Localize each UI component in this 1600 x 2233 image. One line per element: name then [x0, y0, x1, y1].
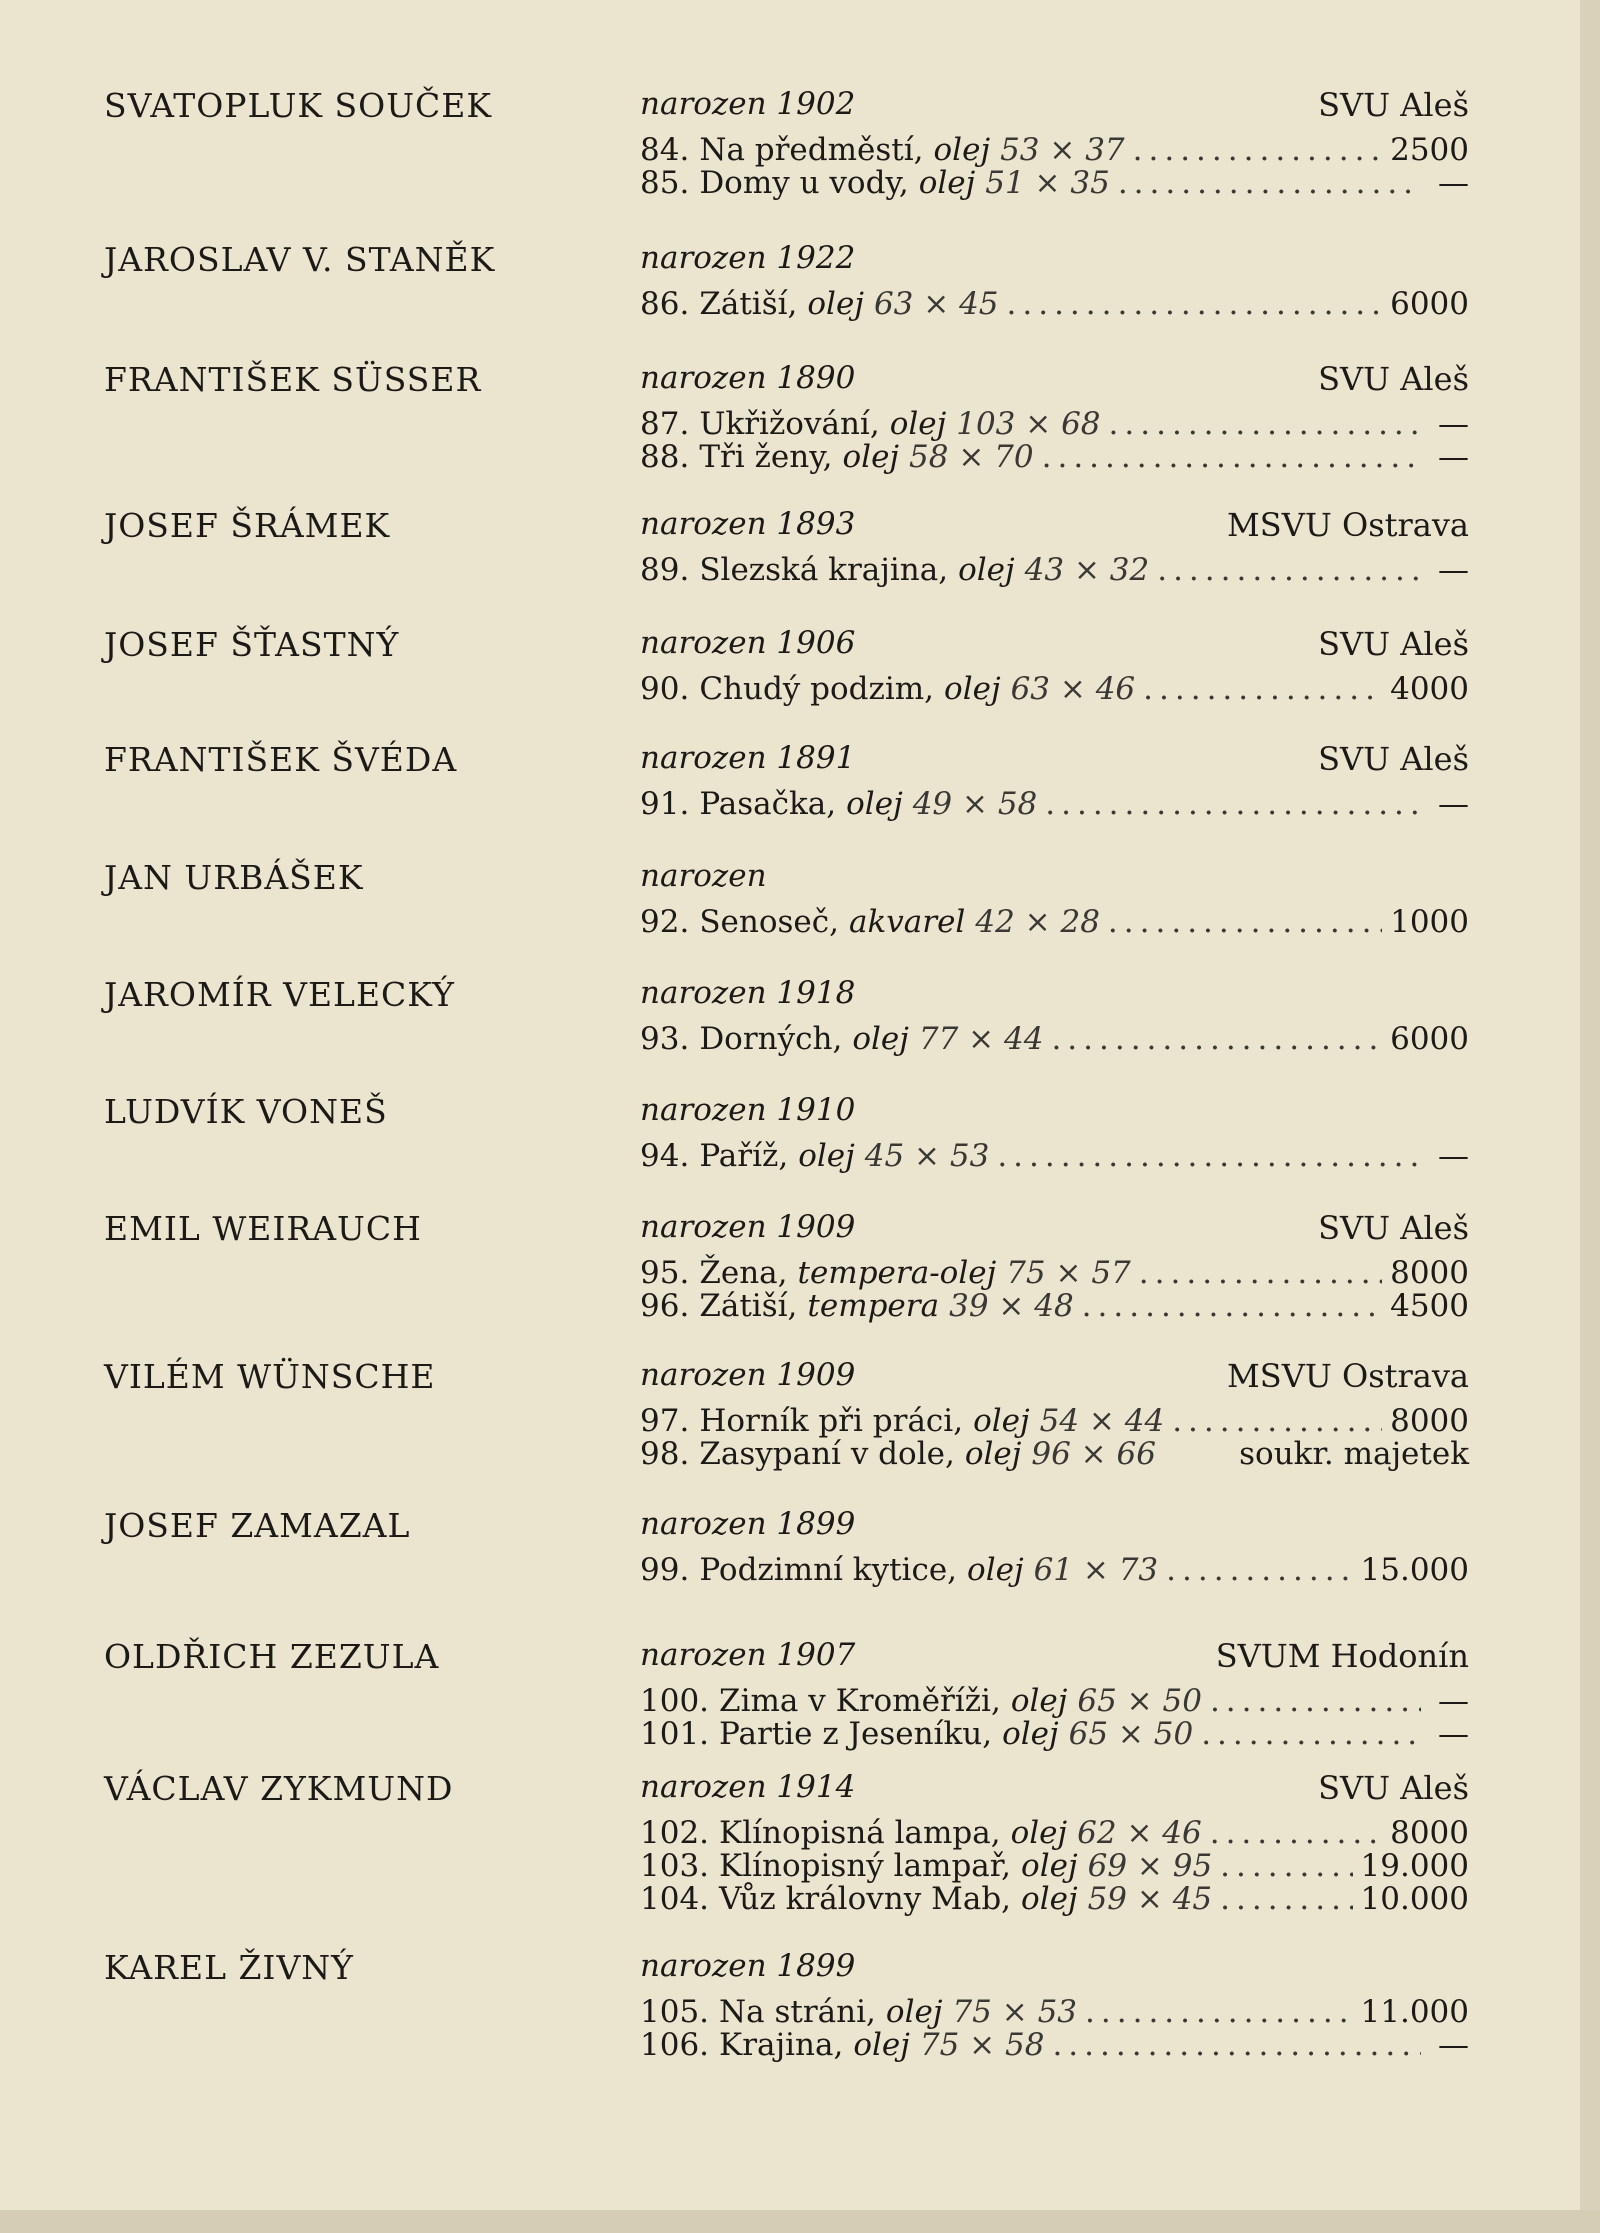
artwork-dimensions: 96 × 66	[1031, 1436, 1156, 1472]
artist-name: FRANTIŠEK ŠVÉDA	[104, 740, 458, 779]
artwork-dimensions: 53 × 37	[1000, 132, 1125, 168]
birth-year: narozen 1907	[640, 1637, 856, 1673]
artwork-title: Klínopisná lampa,	[719, 1815, 1001, 1851]
artist-name: EMIL WEIRAUCH	[104, 1209, 422, 1248]
dot-leader	[1109, 406, 1421, 442]
birth-year: narozen 1893	[640, 506, 856, 542]
artwork-row	[640, 2027, 1469, 2063]
artwork-dimensions: 61 × 73	[1033, 1552, 1159, 1588]
artwork-row	[640, 165, 1469, 201]
artist-name: JAROMÍR VELECKÝ	[104, 975, 455, 1014]
artwork-price: 4000	[1390, 671, 1469, 707]
birth-year: narozen 1909	[640, 1357, 856, 1393]
artwork-medium: olej	[853, 2027, 910, 2063]
artist-name: JOSEF ZAMAZAL	[104, 1506, 411, 1545]
dot-leader	[997, 1138, 1421, 1174]
artwork-number: 106.	[640, 2027, 710, 2063]
dot-leader	[1042, 439, 1421, 475]
artwork-medium: olej	[846, 786, 903, 822]
artwork-row	[640, 1815, 1469, 1851]
artwork-price: 8000	[1390, 1815, 1469, 1851]
artwork-title: Na stráni,	[719, 1994, 876, 2030]
artwork-number: 88.	[640, 439, 690, 475]
artwork-title: Ukřižování,	[699, 406, 880, 442]
artwork-number: 94.	[640, 1138, 690, 1174]
artist-name: JAROSLAV V. STANĚK	[104, 240, 496, 279]
artwork-title: Slezská krajina,	[699, 552, 949, 588]
page-edge	[1580, 0, 1600, 2233]
artwork-number: 101.	[640, 1716, 710, 1752]
artwork-title: Na předměstí,	[699, 132, 924, 168]
birth-year: narozen 1909	[640, 1209, 856, 1245]
dot-leader	[1220, 1848, 1352, 1884]
artwork-row	[640, 1436, 1469, 1472]
artwork-medium: olej	[967, 1552, 1024, 1588]
artwork-price: —	[1438, 439, 1469, 475]
artwork-price: —	[1438, 786, 1469, 822]
artwork-row	[640, 671, 1469, 707]
dot-leader	[1108, 904, 1382, 940]
owner-institution: MSVU Ostrava	[1227, 1357, 1469, 1395]
artwork-price: 4500	[1390, 1288, 1469, 1324]
artwork-title: Vůz královny Mab,	[719, 1881, 1012, 1917]
owner-institution: SVU Aleš	[1318, 1769, 1469, 1807]
artwork-medium: olej	[842, 439, 900, 475]
artwork-row	[640, 904, 1469, 940]
birth-year: narozen 1922	[640, 240, 856, 276]
artwork-dimensions: 103 × 68	[956, 406, 1101, 442]
artwork-row	[640, 406, 1469, 442]
artwork-medium: olej	[798, 1138, 855, 1174]
birth-year: narozen 1906	[640, 625, 856, 661]
dot-leader	[1143, 671, 1382, 707]
artwork-number: 99.	[640, 1552, 690, 1588]
artwork-row	[640, 439, 1469, 475]
artwork-price: 8000	[1390, 1255, 1469, 1291]
artwork-row	[640, 132, 1469, 168]
artwork-medium: olej	[958, 552, 1015, 588]
artwork-row	[640, 1683, 1469, 1719]
artwork-price: 6000	[1390, 286, 1469, 322]
artwork-title: Klínopisný lampař,	[719, 1848, 1012, 1884]
artwork-price: —	[1438, 1683, 1469, 1719]
birth-year: narozen 1899	[640, 1506, 856, 1542]
artwork-dimensions: 63 × 46	[1010, 671, 1136, 707]
artwork-number: 100.	[640, 1683, 710, 1719]
artwork-dimensions: 45 × 53	[864, 1138, 990, 1174]
artwork-dimensions: 51 × 35	[985, 165, 1110, 201]
artwork-number: 98.	[640, 1436, 690, 1472]
dot-leader	[1133, 132, 1382, 168]
artwork-row	[640, 1021, 1469, 1057]
dot-leader	[1210, 1815, 1382, 1851]
artwork-dimensions: 63 × 45	[873, 286, 999, 322]
birth-year: narozen 1914	[640, 1769, 856, 1805]
artwork-row	[640, 1403, 1469, 1439]
artwork-dimensions: 65 × 50	[1077, 1683, 1202, 1719]
artwork-row	[640, 552, 1469, 588]
artwork-medium: akvarel	[849, 904, 966, 940]
owner-institution: SVU Aleš	[1318, 625, 1469, 663]
artwork-title: Partie z Jeseníku,	[719, 1716, 993, 1752]
artwork-medium: olej	[964, 1436, 1022, 1472]
artist-name: VILÉM WÜNSCHE	[104, 1357, 436, 1396]
artist-name: FRANTIŠEK SÜSSER	[104, 360, 482, 399]
artwork-price: —	[1438, 552, 1469, 588]
artwork-dimensions: 49 × 58	[912, 786, 1038, 822]
artwork-title: Tři ženy,	[699, 439, 833, 475]
artwork-row	[640, 1994, 1469, 2030]
artwork-price: 1000	[1390, 904, 1469, 940]
artwork-number: 92.	[640, 904, 690, 940]
artwork-medium: olej	[1021, 1848, 1078, 1884]
artwork-title: Paříž,	[699, 1138, 789, 1174]
artwork-number: 84.	[640, 132, 690, 168]
artist-name: VÁCLAV ZYKMUND	[104, 1769, 454, 1808]
artwork-medium: olej	[1010, 1683, 1068, 1719]
artwork-number: 104.	[640, 1881, 710, 1917]
artwork-number: 90.	[640, 671, 690, 707]
artist-name: KAREL ŽIVNÝ	[104, 1948, 354, 1987]
artwork-row	[640, 1255, 1469, 1291]
birth-year: narozen 1899	[640, 1948, 856, 1984]
artwork-number: 89.	[640, 552, 690, 588]
artwork-dimensions: 65 × 50	[1068, 1716, 1194, 1752]
artist-name: JAN URBÁŠEK	[104, 858, 364, 897]
artwork-row	[640, 1138, 1469, 1174]
dot-leader	[1166, 1552, 1352, 1588]
artwork-title: Zátiší,	[699, 1288, 798, 1324]
artwork-dimensions: 54 × 44	[1039, 1403, 1165, 1439]
birth-year: narozen 1890	[640, 360, 856, 396]
artwork-title: Zasypaní v dole,	[699, 1436, 955, 1472]
artwork-dimensions: 75 × 53	[952, 1994, 1078, 2030]
artwork-medium: olej	[918, 165, 976, 201]
birth-year: narozen 1891	[640, 740, 856, 776]
artwork-number: 97.	[640, 1403, 690, 1439]
artwork-medium: olej	[1010, 1815, 1068, 1851]
artist-name: JOSEF ŠŤASTNÝ	[104, 625, 400, 664]
artwork-row	[640, 786, 1469, 822]
artwork-dimensions: 75 × 57	[1006, 1255, 1131, 1291]
artwork-row	[640, 1881, 1469, 1917]
artwork-price: 8000	[1390, 1403, 1469, 1439]
owner-institution: SVU Aleš	[1318, 360, 1469, 398]
artwork-medium: tempera-olej	[797, 1255, 997, 1291]
artwork-title: Zima v Kroměříži,	[719, 1683, 1001, 1719]
artwork-price: 15.000	[1360, 1552, 1469, 1588]
artwork-medium: olej	[1002, 1716, 1059, 1752]
artwork-row	[640, 1848, 1469, 1884]
dot-leader	[1045, 786, 1421, 822]
artwork-title: Zátiší,	[699, 286, 798, 322]
artwork-price: —	[1438, 1138, 1469, 1174]
dot-leader	[1210, 1683, 1421, 1719]
artwork-price: —	[1438, 2027, 1469, 2063]
artwork-dimensions: 75 × 58	[919, 2027, 1045, 2063]
artwork-title: Domy u vody,	[699, 165, 909, 201]
artwork-title: Podzimní kytice,	[699, 1552, 958, 1588]
artwork-number: 103.	[640, 1848, 710, 1884]
owner-institution: MSVU Ostrava	[1227, 506, 1469, 544]
artist-name: LUDVÍK VONEŠ	[104, 1092, 388, 1131]
owner-institution: SVUM Hodonín	[1215, 1637, 1469, 1675]
artwork-title: Chudý podzim,	[699, 671, 935, 707]
artwork-row	[640, 1288, 1469, 1324]
owner-institution: SVU Aleš	[1318, 740, 1469, 778]
dot-leader	[1007, 286, 1383, 322]
artwork-title: Pasačka,	[699, 786, 837, 822]
artwork-number: 93.	[640, 1021, 690, 1057]
birth-year: narozen 1918	[640, 975, 856, 1011]
artwork-medium: olej	[852, 1021, 909, 1057]
artist-name: OLDŘICH ZEZULA	[104, 1637, 440, 1676]
artwork-price: 6000	[1390, 1021, 1469, 1057]
artwork-dimensions: 77 × 44	[918, 1021, 1044, 1057]
artwork-medium: olej	[1021, 1881, 1078, 1917]
owner-institution: SVU Aleš	[1318, 1209, 1469, 1247]
artwork-price: 11.000	[1360, 1994, 1469, 2030]
birth-year: narozen	[640, 858, 767, 894]
artwork-title: Horník při práci,	[699, 1403, 964, 1439]
dot-leader	[1118, 165, 1421, 201]
artwork-title: Krajina,	[719, 2027, 844, 2063]
artwork-price: 2500	[1390, 132, 1469, 168]
artwork-dimensions: 62 × 46	[1077, 1815, 1202, 1851]
artwork-number: 102.	[640, 1815, 710, 1851]
dot-leader	[1052, 2027, 1421, 2063]
artwork-price: 10.000	[1360, 1881, 1469, 1917]
page-edge-bottom	[0, 2210, 1600, 2233]
artwork-medium: olej	[973, 1403, 1030, 1439]
artwork-price: 19.000	[1360, 1848, 1469, 1884]
artwork-number: 86.	[640, 286, 690, 322]
birth-year: narozen 1902	[640, 86, 856, 122]
artwork-medium: olej	[933, 132, 991, 168]
artwork-dimensions: 69 × 95	[1087, 1848, 1213, 1884]
artwork-title: Senoseč,	[699, 904, 839, 940]
artist-name: SVATOPLUK SOUČEK	[104, 86, 493, 125]
artwork-medium: olej	[807, 286, 864, 322]
artwork-number: 87.	[640, 406, 690, 442]
artwork-dimensions: 43 × 32	[1024, 552, 1150, 588]
artwork-dimensions: 42 × 28	[975, 904, 1100, 940]
artwork-price: —	[1438, 406, 1469, 442]
dot-leader	[1051, 1021, 1382, 1057]
dot-leader	[1139, 1255, 1382, 1291]
owner-institution: SVU Aleš	[1318, 86, 1469, 124]
artwork-price: —	[1438, 165, 1469, 201]
artwork-title: Žena,	[699, 1255, 788, 1291]
artwork-title: Dorných,	[699, 1021, 843, 1057]
artwork-medium: olej	[889, 406, 947, 442]
artwork-row	[640, 1716, 1469, 1752]
artwork-price: soukr. majetek	[1239, 1436, 1469, 1472]
artwork-row	[640, 1552, 1469, 1588]
birth-year: narozen 1910	[640, 1092, 856, 1128]
artwork-dimensions: 58 × 70	[909, 439, 1034, 475]
artwork-number: 96.	[640, 1288, 690, 1324]
artwork-row	[640, 286, 1469, 322]
dot-leader	[1085, 1994, 1352, 2030]
dot-leader	[1157, 552, 1421, 588]
artwork-dimensions: 59 × 45	[1087, 1881, 1213, 1917]
artwork-number: 105.	[640, 1994, 710, 2030]
artwork-medium: tempera	[807, 1288, 940, 1324]
artwork-medium: olej	[885, 1994, 943, 2030]
dot-leader	[1220, 1881, 1352, 1917]
artwork-price: —	[1438, 1716, 1469, 1752]
artwork-dimensions: 39 × 48	[949, 1288, 1074, 1324]
dot-leader	[1172, 1403, 1382, 1439]
artwork-number: 85.	[640, 165, 690, 201]
dot-leader	[1082, 1288, 1382, 1324]
dot-leader	[1201, 1716, 1421, 1752]
artist-name: JOSEF ŠRÁMEK	[104, 506, 391, 545]
artwork-number: 95.	[640, 1255, 690, 1291]
artwork-medium: olej	[944, 671, 1001, 707]
artwork-number: 91.	[640, 786, 690, 822]
